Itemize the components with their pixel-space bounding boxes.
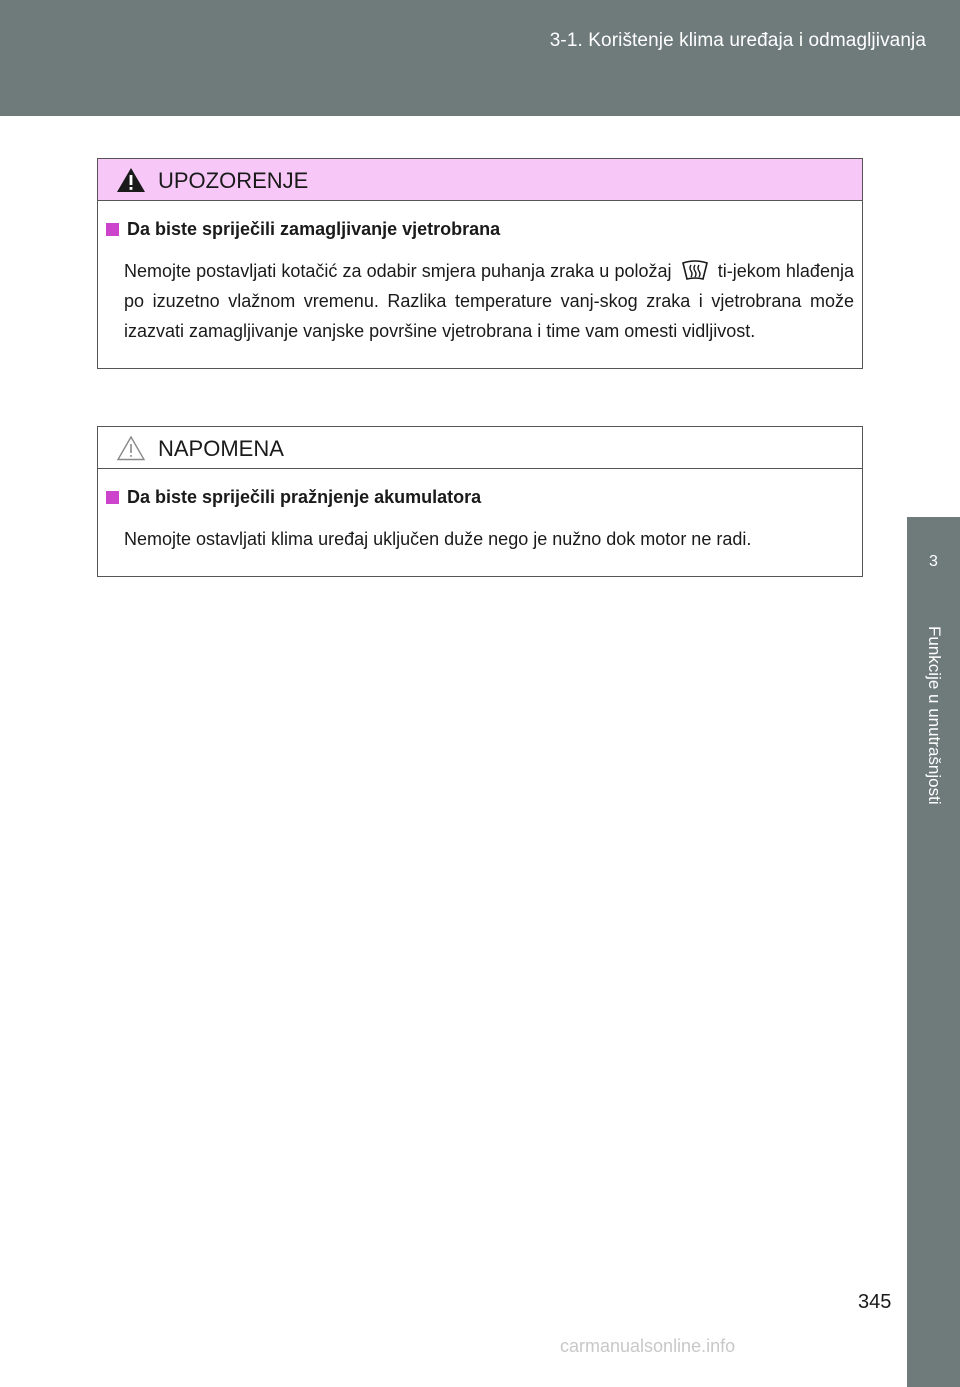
notice-item-heading (106, 487, 854, 508)
chapter-label: Funkcije u unutrašnjosti (925, 626, 944, 805)
warning-text-after-icon: ti-jekom hlađenja po izuzetno vlažnom vremenu. Razlika temperature vanj-skog zraka i vjetrobrana može izazvati zamagljivanje vanjske površine vjetrobrana i time vam omesti vidljivost. (124, 261, 854, 341)
bullet-square-icon (106, 491, 119, 504)
warning-item-text (124, 256, 854, 346)
page-number: 345 (858, 1291, 892, 1313)
notice-heading-text: Da biste spriječili pražnjenje akumulatora (127, 487, 482, 507)
notice-box-title: NAPOMENA (158, 436, 284, 461)
section-title: 3-1. Korištenje klima uređaja i odmagljivanja (549, 30, 926, 51)
warning-heading-text: Da biste spriječili zamagljivanje vjetrobrana (127, 219, 501, 239)
notice-box (97, 426, 863, 577)
warning-box (97, 158, 863, 369)
warning-triangle-filled-icon (116, 167, 146, 193)
warning-box-title: UPOZORENJE (158, 168, 309, 193)
warning-triangle-outline-icon (116, 435, 146, 461)
warning-box-header (98, 159, 862, 201)
notice-box-body (98, 469, 862, 576)
warning-box-body (98, 201, 862, 368)
bullet-square-icon (106, 223, 119, 236)
notice-item-text: Nemojte ostavljati klima uređaj uključen duže nego je nužno dok motor ne radi. (124, 529, 752, 549)
windshield-defrost-icon (681, 259, 709, 281)
chapter-number: 3 (929, 553, 938, 570)
watermark: carmanualsonline.info (560, 1336, 736, 1356)
warning-text-before-icon: Nemojte postavljati kotačić za odabir smjera puhanja zraka u položaj (124, 261, 672, 281)
header-band (0, 0, 960, 116)
warning-item-heading (106, 219, 854, 240)
notice-box-header (98, 427, 862, 469)
chapter-number-box (907, 517, 960, 612)
